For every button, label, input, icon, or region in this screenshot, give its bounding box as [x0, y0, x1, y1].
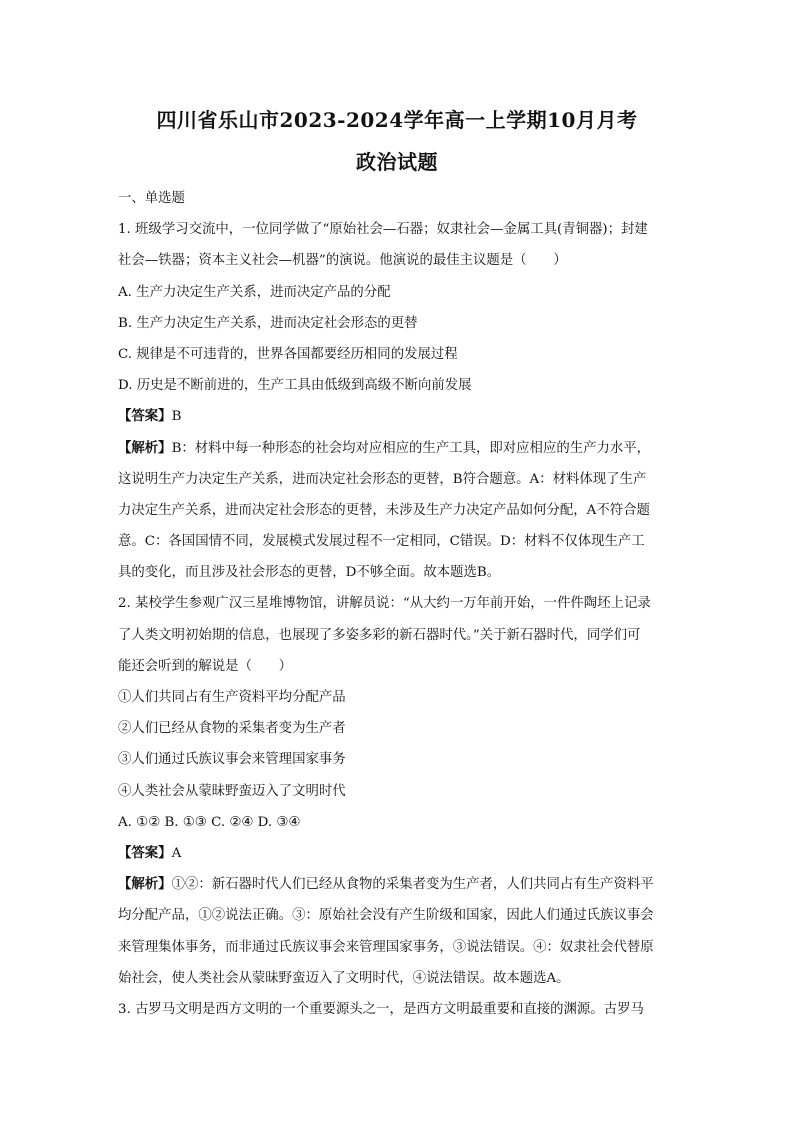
question-1-analysis-line-2: 这说明生产力决定生产关系，进而决定社会形态的更替，B符合题意。A：材料体现了生产 — [118, 471, 647, 487]
analysis-tag: 【解析】 — [118, 876, 172, 893]
answer-value: B — [171, 409, 182, 425]
question-2-stem-line-3: 能还会听到的解说是（ ） — [118, 658, 293, 674]
question-2-stem-line-2: 了人类文明初始期的信息，也展现了多姿多彩的新石器时代。”关于新石器时代，同学们可 — [118, 627, 641, 643]
question-2-analysis-line-3: 来管理集体事务，而非通过氏族议事会来管理国家事务，③说法错误。④：奴隶社会代替原 — [118, 939, 654, 955]
question-2-analysis-line-4: 始社会，使人类社会从蒙昧野蛮迈入了文明时代，④说法错误。故本题选A。 — [118, 970, 570, 986]
document-subtitle: 政治试题 — [356, 150, 438, 174]
analysis-tag: 【解析】 — [118, 439, 172, 456]
question-2-analysis-line-2: 均分配产品，①②说法正确。③：原始社会没有产生阶级和国家，因此人们通过氏族议事会 — [118, 908, 654, 924]
question-1-option-c: C. 规律是不可违背的，世界各国都要经历相同的发展过程 — [118, 346, 458, 362]
question-2-item-3: ③人们通过氏族议事会来管理国家事务 — [118, 752, 346, 768]
question-2-item-4: ④人类社会从蒙昧野蛮迈入了文明时代 — [118, 783, 346, 799]
question-3-stem-line-1: 3. 古罗马文明是西方文明的一个重要源头之一，是西方文明最重要和直接的渊源。古罗马 — [118, 1001, 644, 1017]
question-1-analysis-line-4: 意。C：各国国情不同，发展模式发展过程不一定相同，C错误。D：材料不仅体现生产工 — [118, 534, 645, 550]
question-1-stem-line-1: 1. 班级学习交流中，一位同学做了“原始社会—石器；奴隶社会—金属工具(青铜器)；封建 — [118, 222, 648, 238]
section-heading: 一、单选题 — [118, 191, 185, 206]
question-1-stem-line-2: 社会—铁器；资本主义社会—机器”的演说。他演说的最佳主议题是（ ） — [118, 253, 567, 269]
question-1-analysis-line-1 — [118, 433, 684, 464]
question-1-analysis-line-3: 力决定生产关系，进而决定社会形态的更替，未涉及生产力决定产品如何分配，A不符合题 — [118, 502, 650, 518]
document-title: 四川省乐山市2023-2024学年高一上学期10月月考 — [156, 108, 638, 132]
answer-value: A — [171, 845, 182, 861]
answer-tag: 【答案】 — [118, 844, 172, 861]
question-1-answer — [118, 401, 684, 432]
document-body — [118, 183, 684, 1025]
question-1-option-d: D. 历史是不断前进的，生产工具由低级到高级不断向前发展 — [118, 378, 472, 394]
question-2-item-1: ①人们共同占有生产资料平均分配产品 — [118, 690, 346, 705]
question-2-answer — [118, 838, 684, 869]
analysis-text: ①②：新石器时代人们已经从食物的采集者变为生产者，人们共同占有生产资料平 — [171, 877, 654, 893]
question-1-option-a: A. 生产力决定生产关系，进而决定产品的分配 — [118, 284, 391, 300]
question-2-analysis-line-1 — [118, 869, 684, 900]
question-1-option-b: B. 生产力决定生产关系，进而决定社会形态的更替 — [118, 315, 418, 331]
question-2-stem-line-1: 2. 某校学生参观广汉三星堆博物馆，讲解员说：“从大约一万年前开始，一件件陶坯上记录 — [118, 596, 651, 612]
analysis-text: B：材料中每一种形态的社会均对应相应的生产工具，即对应相应的生产力水平， — [171, 440, 651, 456]
question-2-choices: A. ①② B. ①③ C. ②④ D. ③④ — [118, 814, 301, 830]
answer-tag: 【答案】 — [118, 408, 172, 425]
question-1-analysis-line-5: 具的变化，而且涉及社会形态的更替，D不够全面。故本题选B。 — [118, 565, 501, 581]
question-2-item-2: ②人们已经从食物的采集者变为生产者 — [118, 721, 346, 737]
